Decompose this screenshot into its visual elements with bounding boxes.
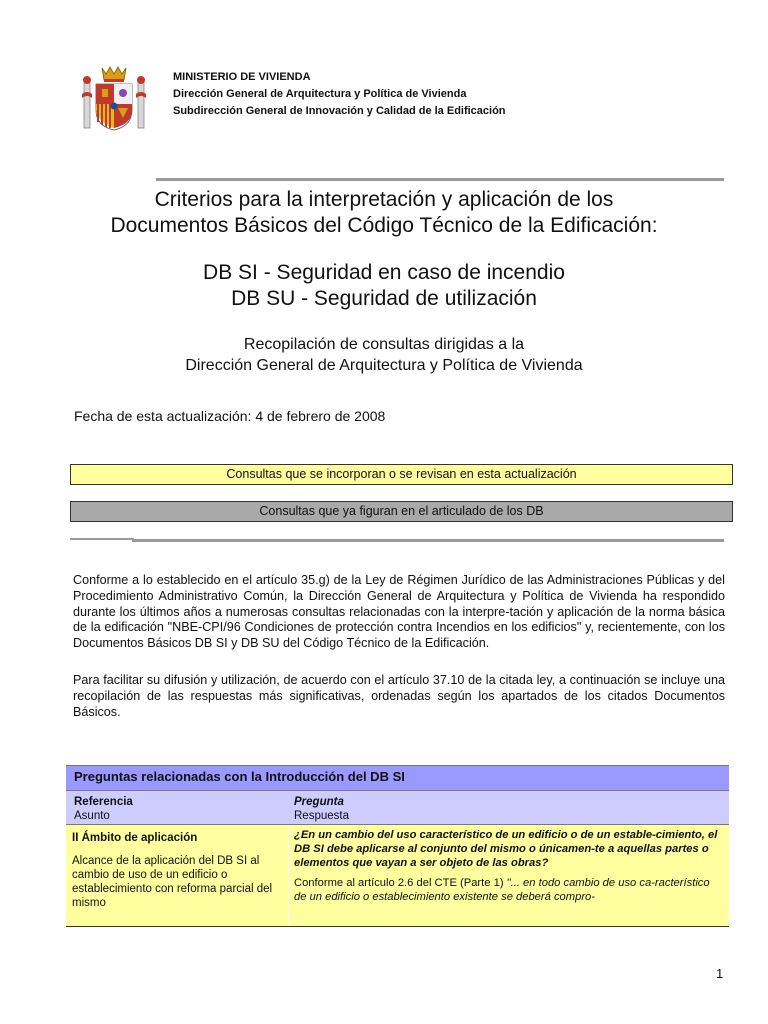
column-reference-header [66,791,289,824]
question-label: Pregunta [294,796,344,808]
section-divider-left [70,538,134,540]
subject-label: Asunto [74,810,110,822]
row-question: ¿En un cambio del uso característico de un edificio o de un estable-cimiento, el DB SI debe aplicarse al conjunto del mismo o únicamen-te a aquellas partes o elementos que vayan a ser objeto de las obras? [294,829,718,869]
directorate-name: Dirección General de Arquitectura y Política de Vivienda [173,88,467,100]
title-line-3: DB SI - Seguridad en caso de incendio [203,261,565,284]
section-divider [132,539,724,542]
column-question-header [289,791,729,824]
subdirectorate-name: Subdirección General de Innovación y Calidad de la Edificación [173,105,506,117]
table-heading: Preguntas relacionadas con la Introducción del DB SI [66,765,729,790]
ministry-name: MINISTERIO DE VIVIENDA [173,71,311,83]
questions-table [66,765,729,927]
subtitle-line-1: Recopilación de consultas dirigidas a la [243,336,525,353]
title-line-4: DB SU - Seguridad de utilización [231,287,537,310]
row-subject: Alcance de la aplicación del DB SI al cambio de uso de un edificio o establecimiento con reforma parcial del mismo [72,855,273,909]
table-row [66,824,729,927]
title-line-2: Documentos Básicos del Código Técnico de la Edificación: [110,214,658,237]
table-column-headers [66,790,729,824]
legend-new-queries: Consultas que se incorporan o se revisan en esta actualización [70,464,733,485]
row-question-cell [289,825,729,926]
intro-paragraph-1: Conforme a lo establecido en el artículo 35.g) de la Ley de Régimen Jurídico de las Administraciones Públicas y del Procedimiento Administrativo Común, la Dirección General de Arquitectura y Política de Vivienda ha respondido durante los últimos años a numerosas consultas relacionadas con la interpre-tación y aplicación de la norma básica de la edificación "NBE-CPI/96 Condiciones de protección contra Incendios en los edificios" y, recientemente, con los Documentos Básicos DB SI y DB SU del Código Técnico de la Edificación. [73,573,725,651]
row-answer [294,876,719,904]
ministry-header [173,69,506,120]
row-answer-quote: "... en todo cambio de uso ca-racterístico de un edificio o establecimiento existente se deberá compro- [294,877,710,903]
title-line-1: Criterios para la interpretación y aplicación de los [154,188,614,211]
top-divider [156,178,724,181]
answer-label: Respuesta [294,810,349,822]
coat-of-arms-logo [80,64,148,134]
reference-label: Referencia [74,796,133,808]
document-title [0,187,768,239]
document-subtitle [0,334,768,376]
page-number: 1 [716,966,724,981]
row-answer-lead: Conforme al artículo 2.6 del CTE (Parte 1) [294,877,507,889]
intro-paragraph-2: Para facilitar su difusión y utilización, de acuerdo con el artículo 37.10 de la citada ley, a continuación se incluye una recopilación de las respuestas más significativas, ordenadas según los apartados de los citados Documentos Básicos. [73,673,725,719]
document-scope [0,260,768,312]
subtitle-line-2: Dirección General de Arquitectura y Política de Vivienda [185,357,583,374]
update-date: Fecha de esta actualización: 4 de febrero de 2008 [74,408,386,424]
row-reference: II Ámbito de aplicación [72,832,198,844]
row-reference-cell [66,825,289,926]
legend-existing-queries: Consultas que ya figuran en el articulado de los DB [70,501,733,522]
